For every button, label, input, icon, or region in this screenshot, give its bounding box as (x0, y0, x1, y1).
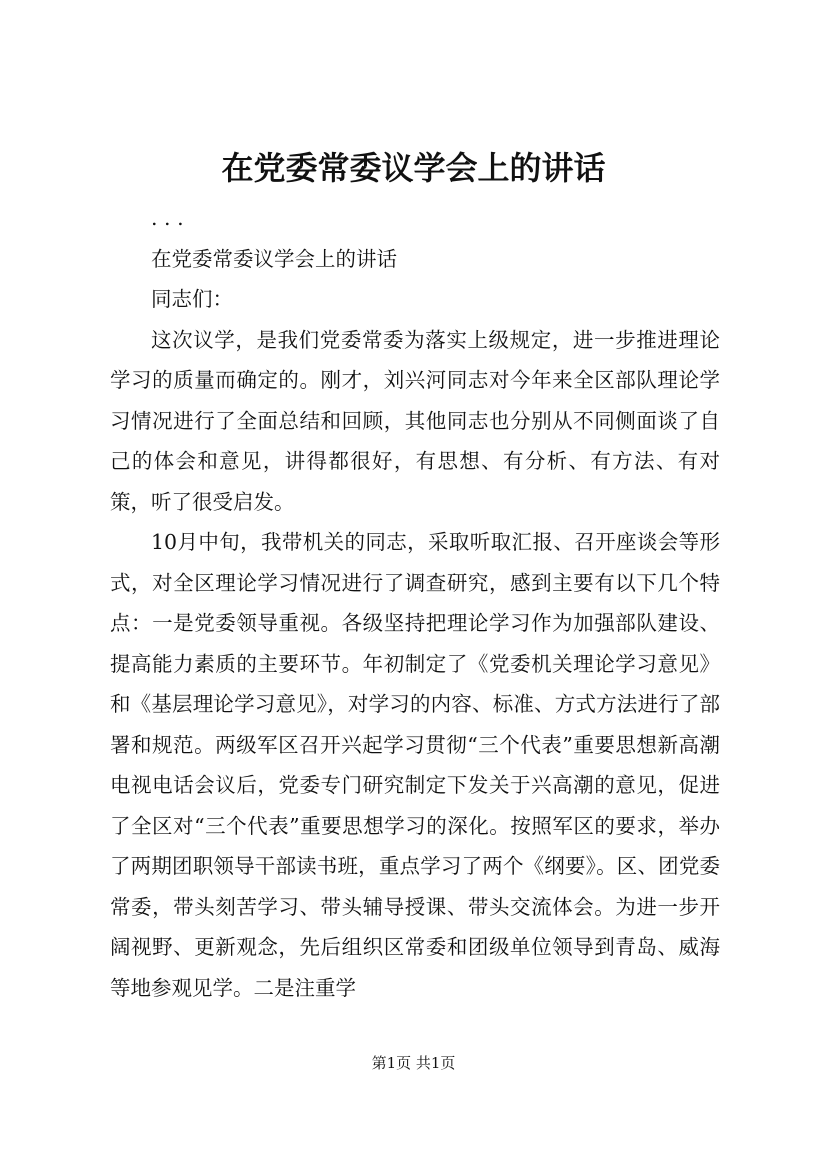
document-body (110, 198, 720, 1008)
ellipsis-line: . . . (151, 206, 184, 230)
body-paragraph: 10月中旬，我带机关的同志，采取听取汇报、召开座谈会等形式，对全区理论学习情况进行了调查研究，感到主要有以下几个特点：一是党委领导重视。各级坚持把理论学习作为加强部队建设、提高能力素质的主要环节。年初制定了《党委机关理论学习意见》和《基层理论学习意见》，对学习的内容、标准、方式方法进行了部署和规范。两级军区召开兴起学习贯彻“三个代表”重要思想新高潮电视电话会议后，党委专门研究制定下发关于兴高潮的意见，促进了全区对“三个代表”重要思想学习的深化。按照军区的要求，举办了两期团职领导干部读书班，重点学习了两个《纲要》。区、团党委常委，带头刻苦学习、带头辅导授课、带头交流体会。为进一步开阔视野、更新观念，先后组织区常委和团级单位领导到青岛、威海等地参观见学。二是注重学 (110, 530, 720, 1000)
body-paragraph: 这次议学，是我们党委常委为落实上级规定，进一步推进理论学习的质量而确定的。刚才，刘兴河同志对今年来全区部队理论学习情况进行了全面总结和回顾，其他同志也分别从不同侧面谈了自己的体会和意见，讲得都很好，有思想、有分析、有方法、有对策，听了很受启发。 (110, 327, 720, 514)
salutation: 同志们： (151, 287, 233, 311)
page-footer: 第1页 共1页 (371, 1054, 456, 1072)
speech-subtitle: 在党委常委议学会上的讲话 (151, 246, 397, 271)
document-title: 在党委常委议学会上的讲话 (221, 149, 606, 187)
